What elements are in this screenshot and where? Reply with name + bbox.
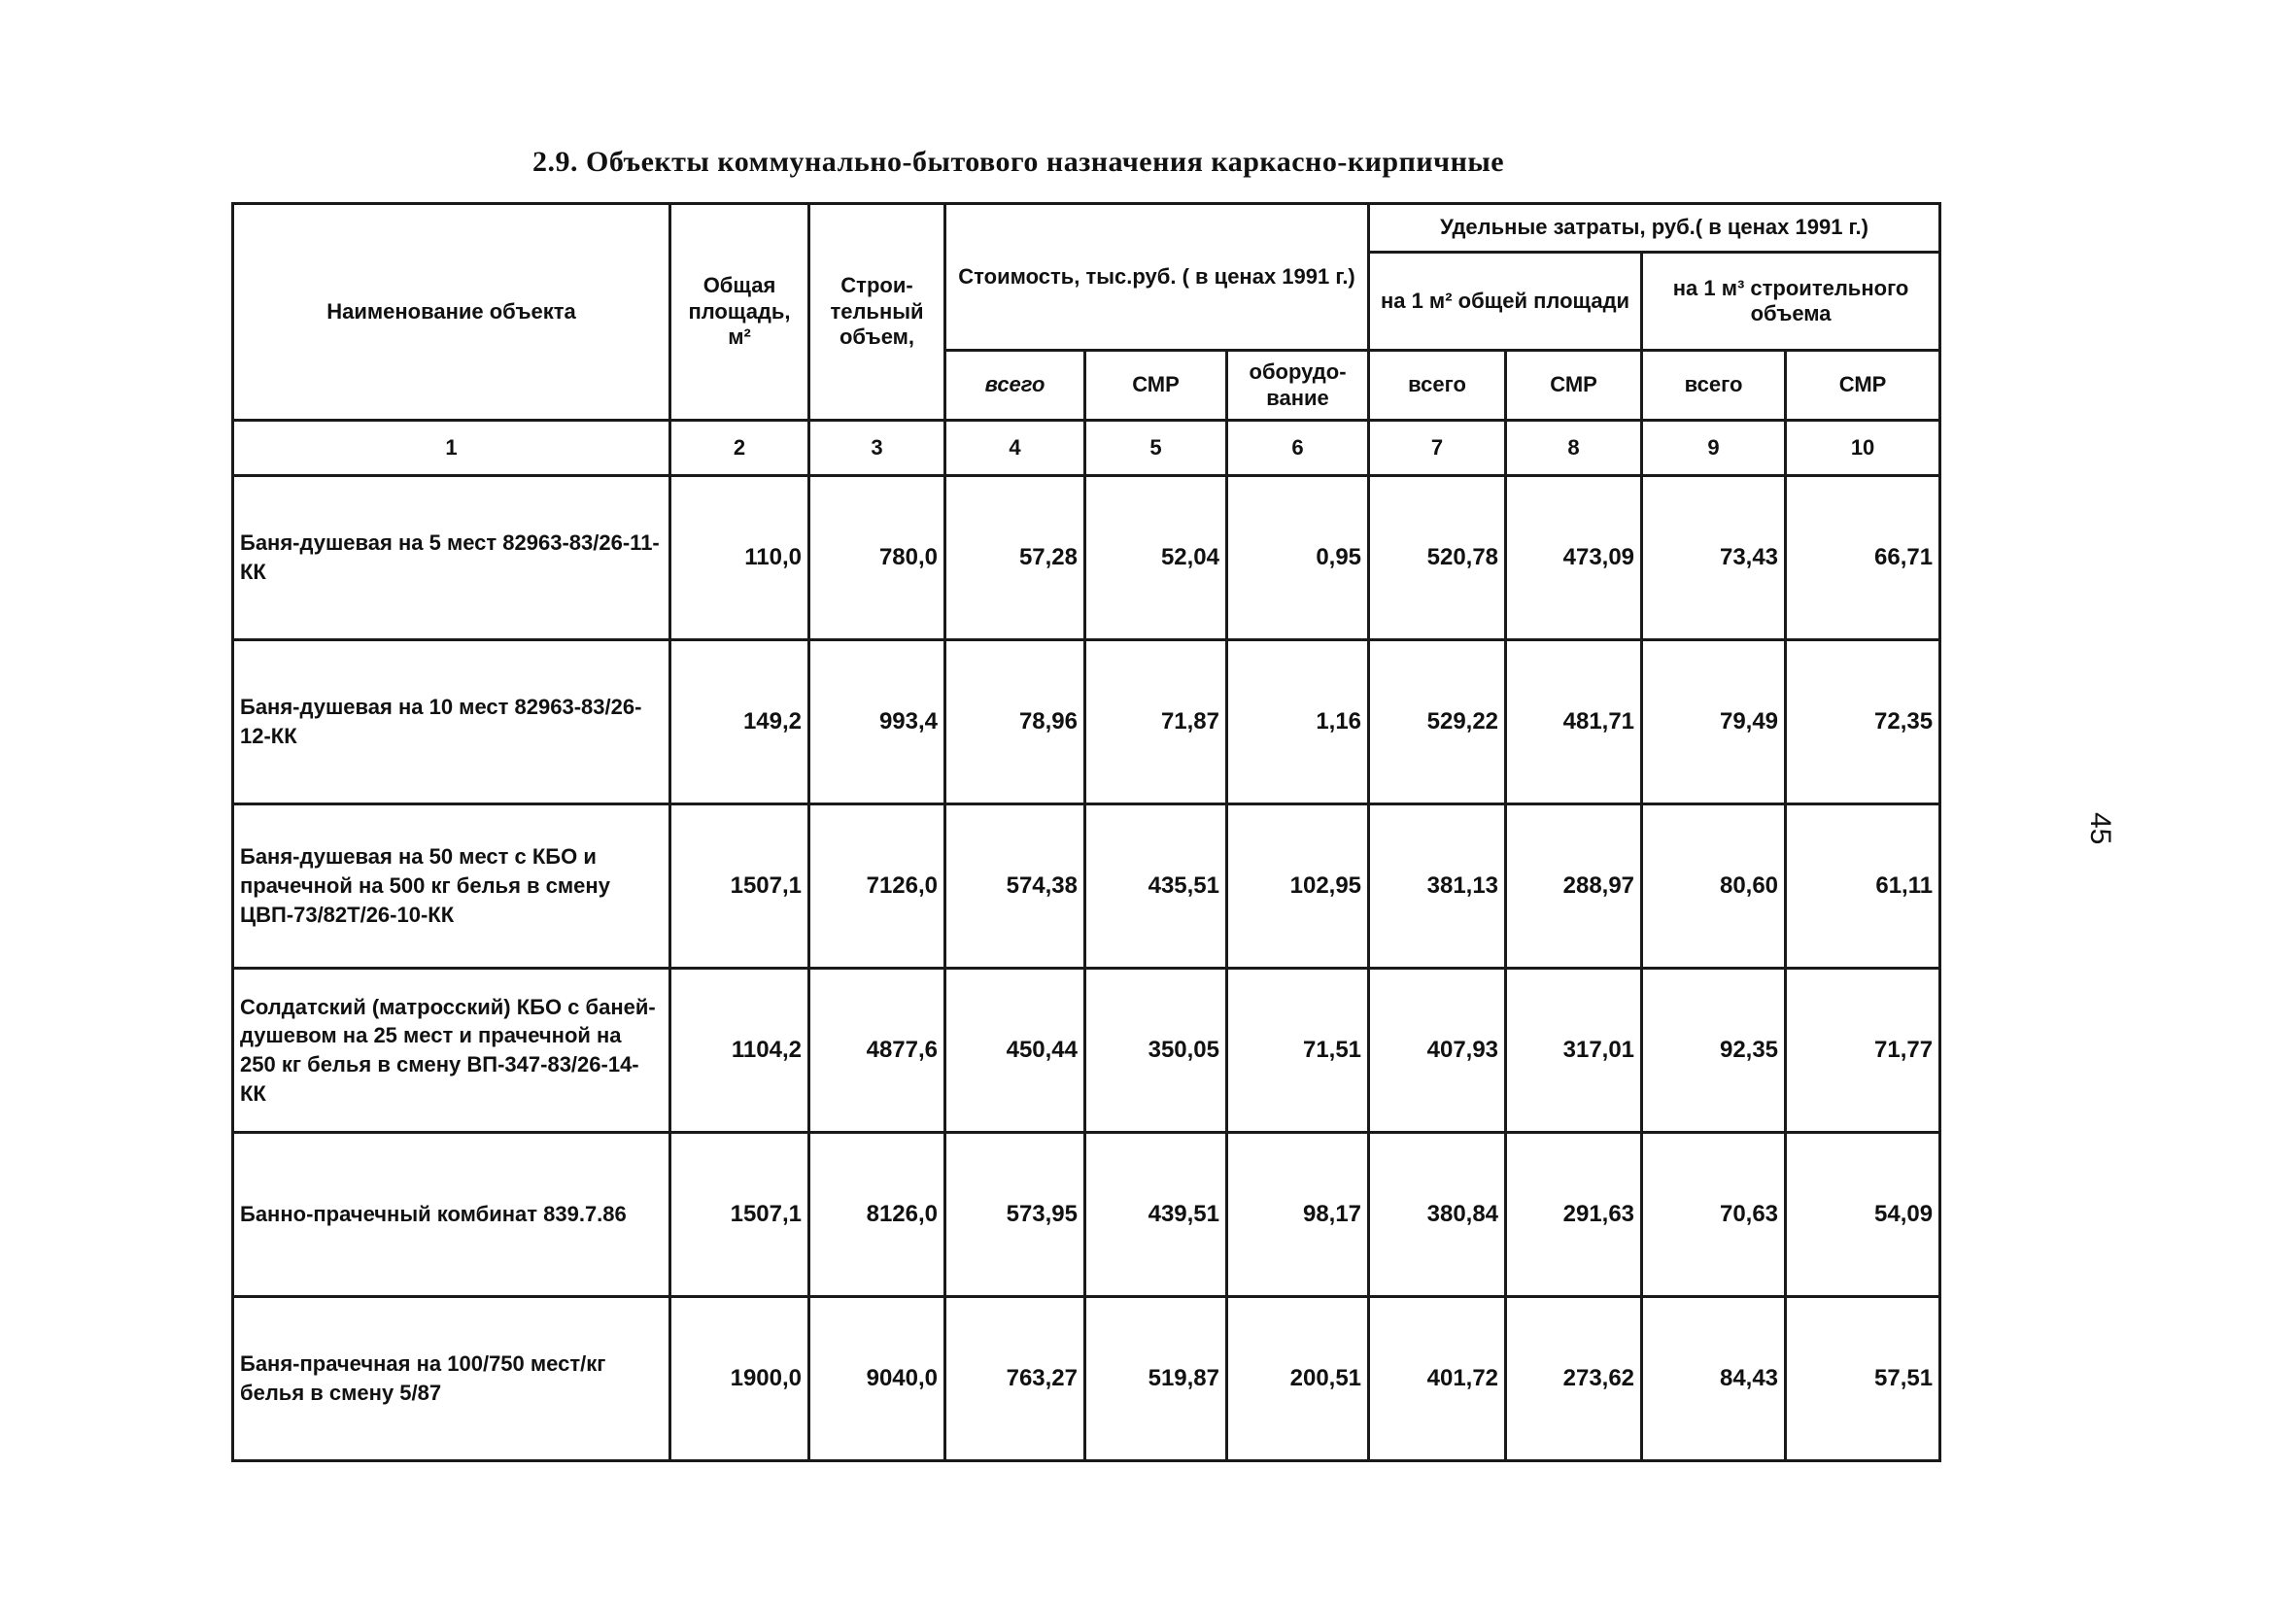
- cell-m3-smr: 54,09: [1786, 1133, 1940, 1297]
- cell-cost-smr: 435,51: [1085, 804, 1227, 969]
- header-name: Наименование объекта: [233, 204, 670, 421]
- column-number: 5: [1085, 421, 1227, 476]
- cell-m2-total: 407,93: [1369, 969, 1506, 1133]
- cell-m2-smr: 473,09: [1506, 476, 1642, 640]
- cell-m3-smr: 72,35: [1786, 640, 1940, 804]
- cell-m2-smr: 288,97: [1506, 804, 1642, 969]
- cell-m3-smr: 71,77: [1786, 969, 1940, 1133]
- column-number: 6: [1227, 421, 1369, 476]
- cell-cost-total: 78,96: [945, 640, 1085, 804]
- object-name: Банно-прачечный комбинат 839.7.86: [233, 1133, 670, 1297]
- cell-cost-total: 450,44: [945, 969, 1085, 1133]
- cell-m2-smr: 291,63: [1506, 1133, 1642, 1297]
- cell-cost-total: 763,27: [945, 1297, 1085, 1461]
- cell-cost-equipment: 0,95: [1227, 476, 1369, 640]
- cell-area: 1900,0: [670, 1297, 809, 1461]
- header-cost: Стоимость, тыс.руб. ( в ценах 1991 г.): [945, 204, 1369, 351]
- cell-volume: 4877,6: [809, 969, 945, 1133]
- column-number: 1: [233, 421, 670, 476]
- cell-m2-total: 381,13: [1369, 804, 1506, 969]
- header-m2-smr: СМР: [1506, 351, 1642, 421]
- cell-area: 110,0: [670, 476, 809, 640]
- table-row: [233, 640, 1940, 804]
- cell-cost-equipment: 200,51: [1227, 1297, 1369, 1461]
- object-name: Баня-душевая на 50 мест с КБО и прачечной на 500 кг белья в смену ЦВП-73/82Т/26-10-КК: [233, 804, 670, 969]
- cost-table: [231, 202, 1941, 1462]
- cell-m3-smr: 61,11: [1786, 804, 1940, 969]
- object-name: Баня-душевая на 5 мест 82963-83/26-11-КК: [233, 476, 670, 640]
- cell-m3-smr: 57,51: [1786, 1297, 1940, 1461]
- cell-volume: 7126,0: [809, 804, 945, 969]
- cell-cost-total: 57,28: [945, 476, 1085, 640]
- cell-m3-total: 92,35: [1642, 969, 1786, 1133]
- cell-cost-equipment: 1,16: [1227, 640, 1369, 804]
- cell-m2-smr: 273,62: [1506, 1297, 1642, 1461]
- object-name: Баня-прачечная на 100/750 мест/кг белья в смену 5/87: [233, 1297, 670, 1461]
- column-number: 10: [1786, 421, 1940, 476]
- cell-m2-total: 520,78: [1369, 476, 1506, 640]
- cell-volume: 9040,0: [809, 1297, 945, 1461]
- table-row: [233, 1133, 1940, 1297]
- column-number: 8: [1506, 421, 1642, 476]
- cell-area: 1104,2: [670, 969, 809, 1133]
- column-number-row: [233, 421, 1940, 476]
- table-row: [233, 476, 1940, 640]
- column-number: 9: [1642, 421, 1786, 476]
- cell-cost-smr: 439,51: [1085, 1133, 1227, 1297]
- header-m3-total: всего: [1642, 351, 1786, 421]
- header-cost-total: всего: [945, 351, 1085, 421]
- header-area: Общая площадь, м²: [670, 204, 809, 421]
- table-row: [233, 969, 1940, 1133]
- cell-m3-total: 79,49: [1642, 640, 1786, 804]
- column-number: 2: [670, 421, 809, 476]
- header-m2-total: всего: [1369, 351, 1506, 421]
- cell-m2-smr: 481,71: [1506, 640, 1642, 804]
- cell-cost-smr: 71,87: [1085, 640, 1227, 804]
- cell-area: 1507,1: [670, 1133, 809, 1297]
- header-cost-smr: СМР: [1085, 351, 1227, 421]
- cell-m3-total: 84,43: [1642, 1297, 1786, 1461]
- header-per-m3: на 1 м³ строительного объема: [1642, 253, 1940, 351]
- cell-volume: 8126,0: [809, 1133, 945, 1297]
- column-number: 3: [809, 421, 945, 476]
- cell-m2-total: 529,22: [1369, 640, 1506, 804]
- cell-m2-smr: 317,01: [1506, 969, 1642, 1133]
- header-cost-equipment: оборудо-вание: [1227, 351, 1369, 421]
- cell-cost-smr: 350,05: [1085, 969, 1227, 1133]
- object-name: Баня-душевая на 10 мест 82963-83/26-12-КК: [233, 640, 670, 804]
- header-m3-smr: СМР: [1786, 351, 1940, 421]
- object-name: Солдатский (матросский) КБО с баней-душевом на 25 мест и прачечной на 250 кг белья в смену ВП-347-83/26-14-КК: [233, 969, 670, 1133]
- cell-area: 149,2: [670, 640, 809, 804]
- page-number: 45: [2084, 812, 2116, 845]
- cell-cost-smr: 519,87: [1085, 1297, 1227, 1461]
- table-row: [233, 1297, 1940, 1461]
- cell-m3-total: 70,63: [1642, 1133, 1786, 1297]
- cell-volume: 780,0: [809, 476, 945, 640]
- cell-cost-equipment: 102,95: [1227, 804, 1369, 969]
- header-volume: Строи-тельный объем,: [809, 204, 945, 421]
- cell-m3-total: 80,60: [1642, 804, 1786, 969]
- column-number: 7: [1369, 421, 1506, 476]
- column-number: 4: [945, 421, 1085, 476]
- cell-m2-total: 380,84: [1369, 1133, 1506, 1297]
- table-row: [233, 804, 1940, 969]
- header-per-m2: на 1 м² общей площади: [1369, 253, 1642, 351]
- cell-cost-equipment: 98,17: [1227, 1133, 1369, 1297]
- cell-m2-total: 401,72: [1369, 1297, 1506, 1461]
- page-title: 2.9. Объекты коммунально-бытового назначения каркасно-кирпичные: [532, 146, 1505, 178]
- header-unit-costs: Удельные затраты, руб.( в ценах 1991 г.): [1369, 204, 1940, 253]
- cell-area: 1507,1: [670, 804, 809, 969]
- cell-cost-total: 574,38: [945, 804, 1085, 969]
- cell-cost-total: 573,95: [945, 1133, 1085, 1297]
- cell-cost-smr: 52,04: [1085, 476, 1227, 640]
- cell-m3-total: 73,43: [1642, 476, 1786, 640]
- cell-m3-smr: 66,71: [1786, 476, 1940, 640]
- cell-cost-equipment: 71,51: [1227, 969, 1369, 1133]
- cell-volume: 993,4: [809, 640, 945, 804]
